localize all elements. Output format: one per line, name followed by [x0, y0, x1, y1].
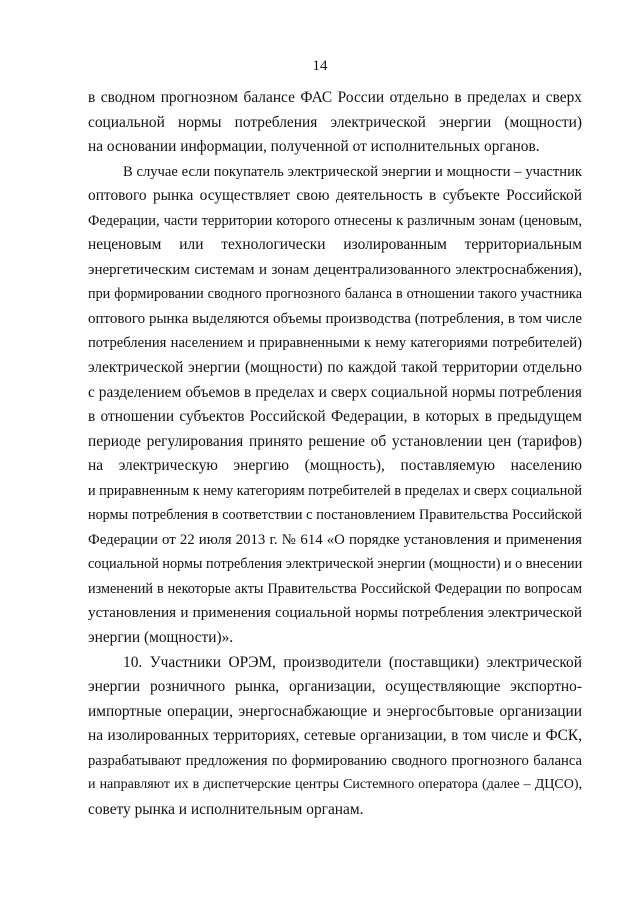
text-line: потребления населением и приравненными к нему категориями потребителей): [88, 335, 582, 352]
text-line: в отношении субъектов Российской Федерации, в которых в предыдущем: [88, 408, 582, 426]
text-line: социальной нормы потребления электрической энергии (мощности): [88, 113, 582, 131]
text-line: на электрическую энергию (мощность), поставляемую населению: [88, 457, 582, 475]
text-line: импортные операции, энергоснабжающие и энергосбытовые организации: [88, 702, 582, 720]
text-line: и направляют их в диспетчерские центры Системного оператора (далее – ДЦСО),: [88, 777, 582, 793]
text-line: энергии розничного рынка, организации, осуществляющие экспортно-: [88, 678, 582, 696]
text-line: установления и применения социальной нормы потребления электрической: [88, 604, 582, 622]
text-line: совету рынка и исполнительным органам.: [88, 800, 364, 818]
text-line: оптового рынка выделяются объемы производства (потребления, в том числе: [88, 310, 582, 327]
text-line: и приравненным к нему категориям потребителей в пределах и сверх социальной: [88, 482, 582, 499]
text-line: на основании информации, полученной от исполнительных органов.: [88, 138, 540, 156]
text-line: неценовым или технологически изолированным территориальным: [88, 236, 582, 254]
text-line: на изолированных территориях, сетевые организации, в том числе и ФСК,: [88, 727, 582, 745]
text-line: при формировании сводного прогнозного баланса в отношении такого участника: [88, 286, 582, 303]
text-line: оптового рынка осуществляет свою деятельность в субъекте Российской: [88, 187, 582, 205]
text-line: энергии (мощности)».: [88, 629, 234, 647]
text-line: Федерации от 22 июля 2013 г. № 614 «О порядке установления и применения: [88, 531, 582, 548]
text-line: В случае если покупатель электрической энергии и мощности – участник: [123, 163, 582, 180]
text-line: разрабатывают предложения по формированию сводного прогнозного баланса: [88, 752, 582, 769]
page-number: 14: [312, 58, 328, 74]
text-line: энергетическим системам и зонам децентрализованного электроснабжения),: [88, 261, 582, 278]
text-line: Федерации, части территории которого отнесены к различным зонам (ценовым,: [88, 212, 582, 229]
document-body: [88, 86, 582, 822]
text-line: изменений в некоторые акты Правительства Российской Федерации по вопросам: [88, 580, 582, 597]
text-line: нормы потребления в соответствии с постановлением Правительства Российской: [88, 507, 582, 524]
text-line: электрической энергии (мощности) по каждой такой территории отдельно: [88, 359, 582, 377]
text-line: периоде регулирования принято решение об установлении цен (тарифов): [88, 432, 582, 450]
text-line: социальной нормы потребления электрической энергии (мощности) и о внесении: [88, 556, 582, 573]
text-line: в сводном прогнозном балансе ФАС России отдельно в пределах и сверх: [88, 89, 582, 106]
text-line: с разделением объемов в пределах и сверх социальной нормы потребления: [88, 383, 582, 401]
text-line: 10. Участники ОРЭМ, производители (поставщики) электрической: [123, 653, 582, 671]
